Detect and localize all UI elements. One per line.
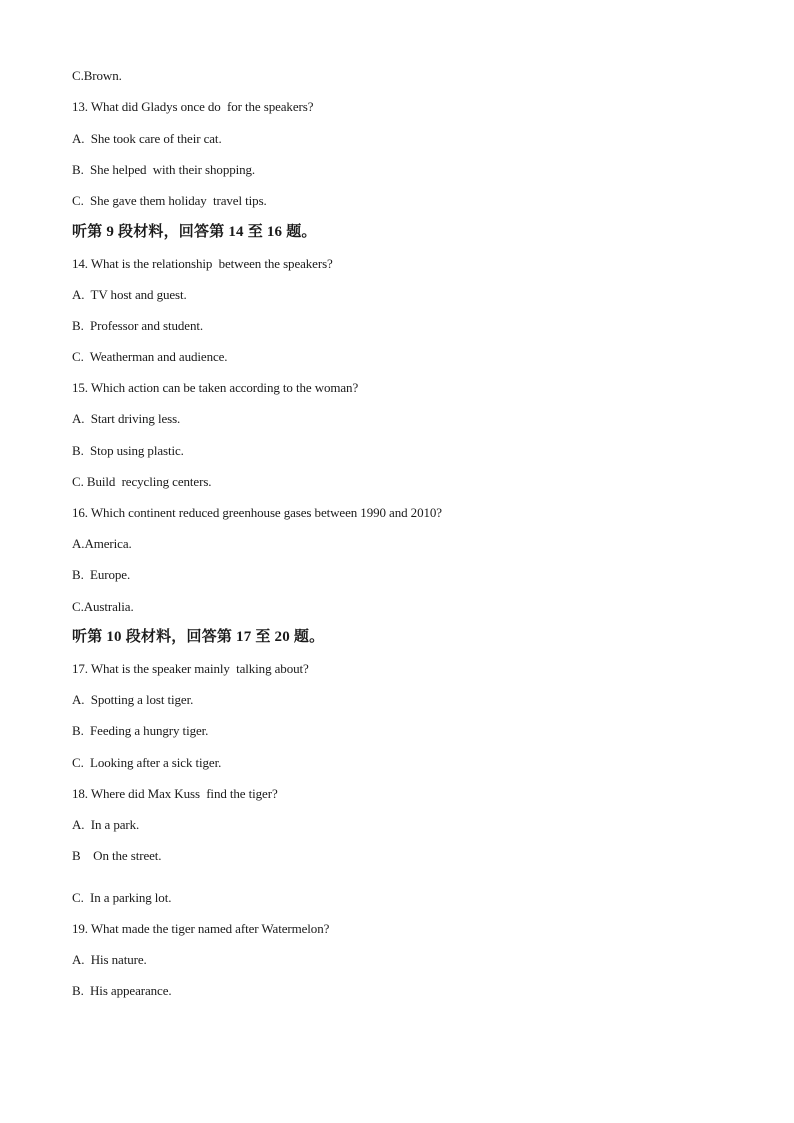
option-line: B. Stop using plastic. [72,443,184,458]
option-line: A. TV host and guest. [72,287,187,302]
section-heading: 听第 9 段材料，回答第 14 至 16 题。 [72,224,317,240]
option-line: C. Weatherman and audience. [72,349,228,364]
question-line: 18. Where did Max Kuss find the tiger? [72,786,278,801]
option-line: A. Spotting a lost tiger. [72,692,194,707]
question-line: 15. Which action can be taken according to the woman? [72,380,359,395]
option-line: A. Start driving less. [72,411,181,426]
option-line: A. In a park. [72,817,140,832]
option-line: C.Brown. [72,68,122,83]
question-line: 16. Which continent reduced greenhouse gases between 1990 and 2010? [72,505,442,520]
question-line: 19. What made the tiger named after Watermelon? [72,921,330,936]
option-line: B. She helped with their shopping. [72,162,256,177]
option-line: C. Build recycling centers. [72,474,212,489]
option-line: A. She took care of their cat. [72,131,222,146]
option-line: C. In a parking lot. [72,890,172,905]
question-line: 13. What did Gladys once do for the speakers? [72,99,314,114]
option-line: B. Europe. [72,567,131,582]
option-line: B. His appearance. [72,983,172,998]
option-line: C. Looking after a sick tiger. [72,755,222,770]
option-line: B. Feeding a hungry tiger. [72,723,209,738]
option-line: C. She gave them holiday travel tips. [72,193,267,208]
option-line: C.Australia. [72,599,134,614]
option-line: A.America. [72,536,132,551]
option-line: B. Professor and student. [72,318,203,333]
option-line: A. His nature. [72,952,147,967]
section-heading: 听第 10 段材料，回答第 17 至 20 题。 [72,629,325,645]
option-line: B On the street. [72,848,162,863]
question-line: 14. What is the relationship between the speakers? [72,256,333,271]
question-line: 17. What is the speaker mainly talking about? [72,661,309,676]
